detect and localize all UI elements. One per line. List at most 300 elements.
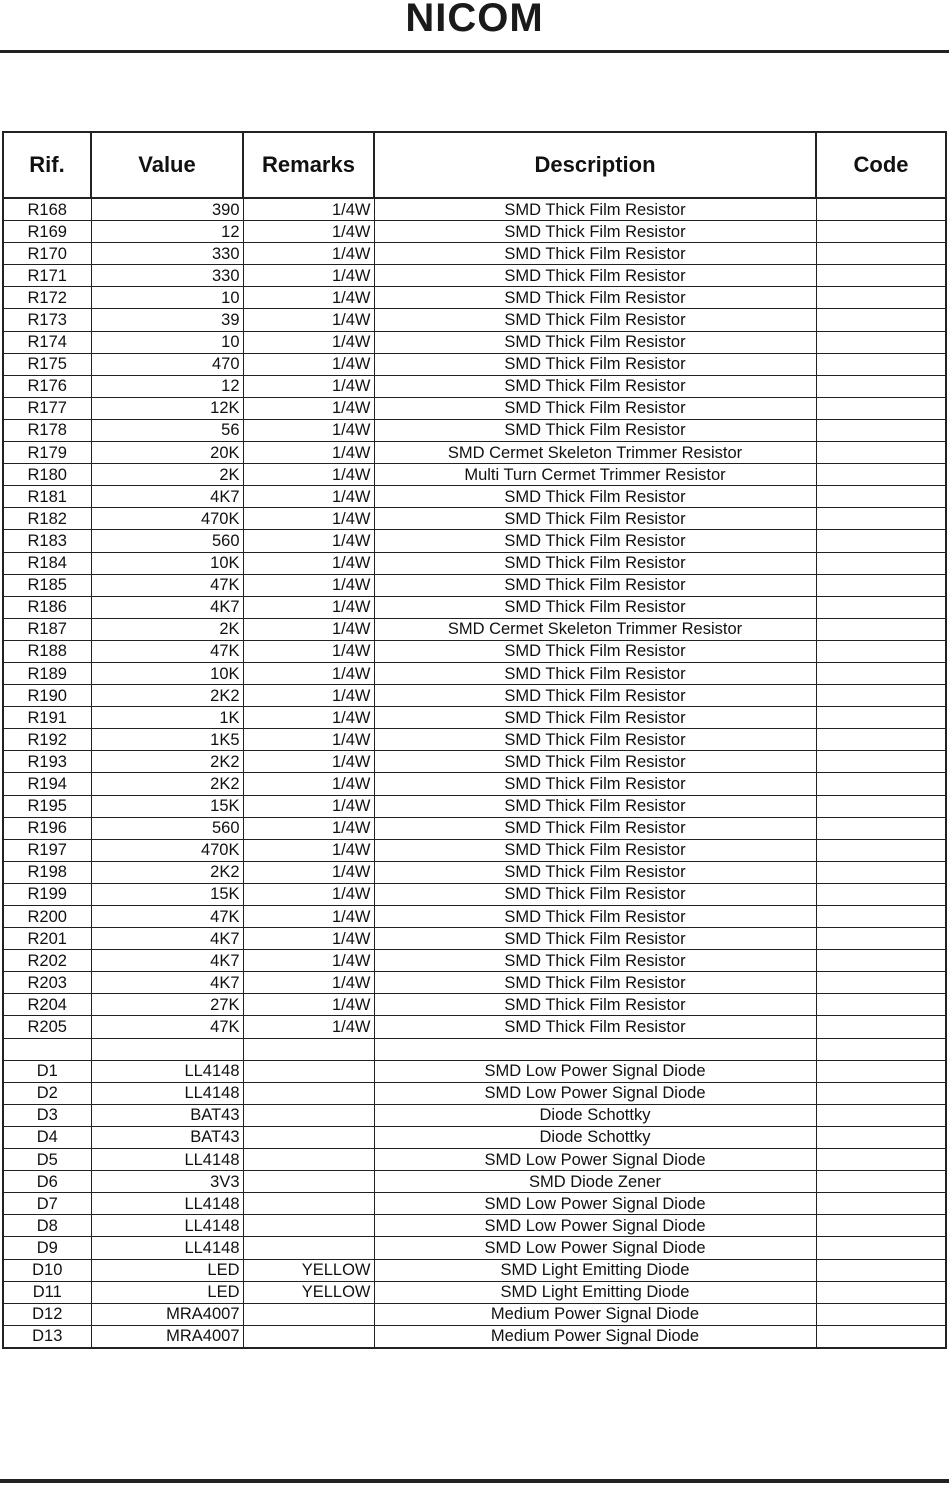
cell-value: BAT43 (91, 1126, 243, 1148)
cell-remarks (243, 1325, 374, 1348)
cell-value: 10K (91, 662, 243, 684)
cell-value (91, 1038, 243, 1060)
cell-description: SMD Thick Film Resistor (374, 508, 816, 530)
table-row (3, 994, 946, 1016)
cell-remarks: YELLOW (243, 1259, 374, 1281)
cell-description: SMD Thick Film Resistor (374, 795, 816, 817)
cell-description: SMD Low Power Signal Diode (374, 1082, 816, 1104)
column-header-value: Value (91, 132, 243, 198)
table-row (3, 1016, 946, 1038)
cell-remarks: 1/4W (243, 817, 374, 839)
cell-value: 2K (91, 464, 243, 486)
cell-value: 20K (91, 442, 243, 464)
cell-rif: D10 (3, 1259, 91, 1281)
cell-description: SMD Thick Film Resistor (374, 419, 816, 441)
column-header-remarks: Remarks (243, 132, 374, 198)
cell-code (816, 265, 946, 287)
cell-rif: D9 (3, 1237, 91, 1259)
cell-remarks: 1/4W (243, 331, 374, 353)
cell-remarks: 1/4W (243, 751, 374, 773)
cell-rif: R170 (3, 243, 91, 265)
cell-rif: D8 (3, 1215, 91, 1237)
cell-description: SMD Thick Film Resistor (374, 287, 816, 309)
cell-value: MRA4007 (91, 1303, 243, 1325)
cell-code (816, 1325, 946, 1348)
table-row (3, 1325, 946, 1348)
cell-description: SMD Thick Film Resistor (374, 640, 816, 662)
cell-value: MRA4007 (91, 1325, 243, 1348)
cell-value: 470K (91, 508, 243, 530)
cell-rif: R192 (3, 729, 91, 751)
cell-description: SMD Thick Film Resistor (374, 265, 816, 287)
cell-rif: R182 (3, 508, 91, 530)
cell-description: SMD Thick Film Resistor (374, 861, 816, 883)
cell-value: LL4148 (91, 1060, 243, 1082)
cell-remarks: 1/4W (243, 464, 374, 486)
table-row (3, 906, 946, 928)
table-header-row (3, 132, 946, 198)
cell-value: 10 (91, 331, 243, 353)
cell-remarks: 1/4W (243, 530, 374, 552)
cell-remarks: 1/4W (243, 685, 374, 707)
table-row (3, 928, 946, 950)
table-row (3, 221, 946, 243)
cell-description: SMD Thick Film Resistor (374, 375, 816, 397)
table-row (3, 243, 946, 265)
cell-code (816, 1038, 946, 1060)
cell-description: SMD Thick Film Resistor (374, 751, 816, 773)
cell-rif: D11 (3, 1281, 91, 1303)
cell-code (816, 729, 946, 751)
cell-value: 4K7 (91, 950, 243, 972)
cell-value: 2K2 (91, 773, 243, 795)
table-row (3, 486, 946, 508)
cell-code (816, 1104, 946, 1126)
table-row (3, 1237, 946, 1259)
cell-remarks: 1/4W (243, 972, 374, 994)
cell-rif: R168 (3, 198, 91, 221)
table-row (3, 883, 946, 905)
header-rule (0, 50, 949, 53)
cell-remarks: 1/4W (243, 994, 374, 1016)
table-row (3, 1171, 946, 1193)
cell-description: SMD Thick Film Resistor (374, 221, 816, 243)
table-row (3, 353, 946, 375)
table-row (3, 198, 946, 221)
cell-value: 39 (91, 309, 243, 331)
cell-code (816, 1193, 946, 1215)
table-row (3, 707, 946, 729)
cell-rif: R197 (3, 839, 91, 861)
table-row (3, 309, 946, 331)
cell-rif: R184 (3, 552, 91, 574)
cell-value: 1K5 (91, 729, 243, 751)
cell-code (816, 198, 946, 221)
cell-remarks: 1/4W (243, 198, 374, 221)
cell-remarks: 1/4W (243, 928, 374, 950)
cell-description: SMD Light Emitting Diode (374, 1259, 816, 1281)
cell-value: 47K (91, 640, 243, 662)
cell-description: SMD Low Power Signal Diode (374, 1149, 816, 1171)
cell-rif: D7 (3, 1193, 91, 1215)
cell-rif: R187 (3, 618, 91, 640)
cell-value: 470 (91, 353, 243, 375)
cell-code (816, 972, 946, 994)
cell-description: SMD Thick Film Resistor (374, 662, 816, 684)
table-row (3, 795, 946, 817)
cell-value: 47K (91, 1016, 243, 1038)
cell-code (816, 1149, 946, 1171)
cell-remarks: 1/4W (243, 1016, 374, 1038)
cell-value: 2K2 (91, 751, 243, 773)
page-title: NICOM (405, 0, 544, 40)
cell-value: 56 (91, 419, 243, 441)
cell-remarks (243, 1215, 374, 1237)
cell-code (816, 795, 946, 817)
cell-code (816, 1303, 946, 1325)
cell-value: LL4148 (91, 1193, 243, 1215)
column-header-description: Description (374, 132, 816, 198)
cell-code (816, 221, 946, 243)
cell-code (816, 397, 946, 419)
cell-remarks: 1/4W (243, 486, 374, 508)
cell-description: SMD Thick Film Resistor (374, 309, 816, 331)
cell-description: SMD Thick Film Resistor (374, 331, 816, 353)
cell-code (816, 685, 946, 707)
table-row (3, 618, 946, 640)
cell-value: 10K (91, 552, 243, 574)
cell-value: 47K (91, 574, 243, 596)
table-row (3, 972, 946, 994)
cell-description: Multi Turn Cermet Trimmer Resistor (374, 464, 816, 486)
cell-value: 15K (91, 795, 243, 817)
cell-remarks (243, 1060, 374, 1082)
table-row (3, 640, 946, 662)
cell-rif: R199 (3, 883, 91, 905)
table-row (3, 1259, 946, 1281)
cell-code (816, 353, 946, 375)
cell-value: BAT43 (91, 1104, 243, 1126)
cell-code (816, 486, 946, 508)
cell-description: SMD Thick Film Resistor (374, 198, 816, 221)
cell-rif: R177 (3, 397, 91, 419)
cell-code (816, 994, 946, 1016)
cell-rif: D12 (3, 1303, 91, 1325)
cell-description: SMD Low Power Signal Diode (374, 1237, 816, 1259)
cell-value: 12K (91, 397, 243, 419)
cell-rif: R175 (3, 353, 91, 375)
cell-code (816, 662, 946, 684)
cell-remarks: 1/4W (243, 287, 374, 309)
cell-description: SMD Thick Film Resistor (374, 397, 816, 419)
table-row (3, 685, 946, 707)
table-row (3, 1060, 946, 1082)
cell-rif: R171 (3, 265, 91, 287)
cell-rif: D13 (3, 1325, 91, 1348)
table-row (3, 1193, 946, 1215)
table-row (3, 751, 946, 773)
cell-code (816, 1126, 946, 1148)
cell-rif: R203 (3, 972, 91, 994)
cell-description: SMD Light Emitting Diode (374, 1281, 816, 1303)
cell-code (816, 950, 946, 972)
cell-remarks (243, 1237, 374, 1259)
cell-description: SMD Thick Film Resistor (374, 596, 816, 618)
cell-rif: R180 (3, 464, 91, 486)
cell-value: LL4148 (91, 1237, 243, 1259)
cell-value: 27K (91, 994, 243, 1016)
table-row (3, 287, 946, 309)
cell-value: 4K7 (91, 596, 243, 618)
cell-description: SMD Thick Film Resistor (374, 972, 816, 994)
table-row (3, 552, 946, 574)
cell-rif: R194 (3, 773, 91, 795)
cell-code (816, 442, 946, 464)
cell-description: Diode Schottky (374, 1104, 816, 1126)
table-row (3, 817, 946, 839)
table-row (3, 950, 946, 972)
table-row (3, 442, 946, 464)
cell-description (374, 1038, 816, 1060)
cell-value: 330 (91, 265, 243, 287)
table-row (3, 375, 946, 397)
table-row (3, 1281, 946, 1303)
cell-remarks: 1/4W (243, 906, 374, 928)
cell-code (816, 1215, 946, 1237)
cell-remarks: 1/4W (243, 243, 374, 265)
cell-rif: R205 (3, 1016, 91, 1038)
column-header-code: Code (816, 132, 946, 198)
cell-description: SMD Low Power Signal Diode (374, 1215, 816, 1237)
cell-remarks: YELLOW (243, 1281, 374, 1303)
cell-code (816, 928, 946, 950)
cell-remarks: 1/4W (243, 397, 374, 419)
cell-rif: R202 (3, 950, 91, 972)
table-row (3, 662, 946, 684)
table-row (3, 530, 946, 552)
cell-value: LL4148 (91, 1149, 243, 1171)
cell-remarks: 1/4W (243, 375, 374, 397)
cell-value: 2K2 (91, 861, 243, 883)
cell-rif: D2 (3, 1082, 91, 1104)
parts-table (2, 131, 947, 1349)
cell-rif: D4 (3, 1126, 91, 1148)
cell-code (816, 906, 946, 928)
cell-code (816, 1171, 946, 1193)
cell-code (816, 618, 946, 640)
cell-remarks (243, 1104, 374, 1126)
cell-remarks: 1/4W (243, 596, 374, 618)
cell-remarks: 1/4W (243, 618, 374, 640)
cell-rif: R172 (3, 287, 91, 309)
cell-remarks (243, 1193, 374, 1215)
cell-remarks: 1/4W (243, 265, 374, 287)
table-row (3, 1082, 946, 1104)
cell-code (816, 1281, 946, 1303)
cell-rif: R176 (3, 375, 91, 397)
cell-value: 4K7 (91, 972, 243, 994)
cell-remarks: 1/4W (243, 729, 374, 751)
cell-value: 3V3 (91, 1171, 243, 1193)
cell-remarks: 1/4W (243, 773, 374, 795)
table-row (3, 773, 946, 795)
cell-rif: D5 (3, 1149, 91, 1171)
cell-description: SMD Thick Film Resistor (374, 906, 816, 928)
cell-remarks: 1/4W (243, 552, 374, 574)
cell-remarks: 1/4W (243, 640, 374, 662)
cell-value: 12 (91, 375, 243, 397)
cell-value: 10 (91, 287, 243, 309)
cell-description: SMD Diode Zener (374, 1171, 816, 1193)
cell-description: SMD Thick Film Resistor (374, 552, 816, 574)
cell-description: SMD Thick Film Resistor (374, 530, 816, 552)
cell-value: 4K7 (91, 486, 243, 508)
cell-rif: R181 (3, 486, 91, 508)
cell-rif: R191 (3, 707, 91, 729)
cell-remarks: 1/4W (243, 353, 374, 375)
cell-code (816, 508, 946, 530)
cell-value: 2K (91, 618, 243, 640)
cell-remarks: 1/4W (243, 574, 374, 596)
cell-description: SMD Thick Film Resistor (374, 486, 816, 508)
cell-rif: R178 (3, 419, 91, 441)
cell-description: SMD Thick Film Resistor (374, 1016, 816, 1038)
cell-remarks (243, 1171, 374, 1193)
cell-rif: R201 (3, 928, 91, 950)
cell-rif: R190 (3, 685, 91, 707)
cell-rif: D1 (3, 1060, 91, 1082)
cell-description: SMD Thick Film Resistor (374, 928, 816, 950)
cell-description: SMD Thick Film Resistor (374, 773, 816, 795)
cell-remarks: 1/4W (243, 950, 374, 972)
table-row (3, 1126, 946, 1148)
cell-value: 15K (91, 883, 243, 905)
cell-description: SMD Thick Film Resistor (374, 707, 816, 729)
cell-remarks: 1/4W (243, 508, 374, 530)
cell-value: 4K7 (91, 928, 243, 950)
table-row (3, 1149, 946, 1171)
cell-description: SMD Thick Film Resistor (374, 817, 816, 839)
cell-code (816, 309, 946, 331)
cell-code (816, 707, 946, 729)
cell-remarks: 1/4W (243, 309, 374, 331)
cell-remarks (243, 1149, 374, 1171)
cell-rif: R196 (3, 817, 91, 839)
cell-code (816, 243, 946, 265)
cell-description: Medium Power Signal Diode (374, 1303, 816, 1325)
cell-code (816, 552, 946, 574)
cell-code (816, 331, 946, 353)
cell-value: LED (91, 1259, 243, 1281)
cell-remarks: 1/4W (243, 419, 374, 441)
cell-value: 47K (91, 906, 243, 928)
table-row (3, 596, 946, 618)
cell-value: 2K2 (91, 685, 243, 707)
cell-remarks: 1/4W (243, 662, 374, 684)
cell-value: LL4148 (91, 1215, 243, 1237)
cell-rif: R179 (3, 442, 91, 464)
table-row (3, 397, 946, 419)
table-row (3, 861, 946, 883)
cell-code (816, 375, 946, 397)
cell-code (816, 530, 946, 552)
cell-description: SMD Thick Film Resistor (374, 994, 816, 1016)
table-row (3, 1038, 946, 1060)
cell-code (816, 883, 946, 905)
cell-rif (3, 1038, 91, 1060)
cell-rif: R183 (3, 530, 91, 552)
cell-description: SMD Low Power Signal Diode (374, 1193, 816, 1215)
cell-description: SMD Thick Film Resistor (374, 574, 816, 596)
table-row (3, 265, 946, 287)
cell-remarks: 1/4W (243, 795, 374, 817)
cell-value: 12 (91, 221, 243, 243)
cell-code (816, 839, 946, 861)
cell-rif: R173 (3, 309, 91, 331)
cell-value: 1K (91, 707, 243, 729)
table-row (3, 331, 946, 353)
cell-description: SMD Thick Film Resistor (374, 950, 816, 972)
cell-code (816, 751, 946, 773)
cell-rif: R169 (3, 221, 91, 243)
cell-remarks (243, 1126, 374, 1148)
cell-rif: D6 (3, 1171, 91, 1193)
cell-remarks: 1/4W (243, 707, 374, 729)
cell-description: SMD Thick Film Resistor (374, 353, 816, 375)
column-header-rif: Rif. (3, 132, 91, 198)
cell-description: SMD Thick Film Resistor (374, 883, 816, 905)
cell-rif: R204 (3, 994, 91, 1016)
cell-rif: R185 (3, 574, 91, 596)
cell-description: SMD Thick Film Resistor (374, 839, 816, 861)
cell-value: 470K (91, 839, 243, 861)
cell-value: 560 (91, 817, 243, 839)
table-row (3, 839, 946, 861)
cell-description: SMD Thick Film Resistor (374, 685, 816, 707)
cell-code (816, 1016, 946, 1038)
cell-remarks: 1/4W (243, 442, 374, 464)
cell-description: SMD Thick Film Resistor (374, 729, 816, 751)
cell-rif: R186 (3, 596, 91, 618)
cell-remarks: 1/4W (243, 883, 374, 905)
cell-rif: R174 (3, 331, 91, 353)
cell-remarks: 1/4W (243, 839, 374, 861)
cell-rif: R198 (3, 861, 91, 883)
cell-description: SMD Cermet Skeleton Trimmer Resistor (374, 442, 816, 464)
cell-code (816, 817, 946, 839)
cell-remarks: 1/4W (243, 861, 374, 883)
cell-remarks: 1/4W (243, 221, 374, 243)
cell-description: Medium Power Signal Diode (374, 1325, 816, 1348)
cell-rif: R189 (3, 662, 91, 684)
cell-rif: D3 (3, 1104, 91, 1126)
cell-remarks (243, 1038, 374, 1060)
table-row (3, 1303, 946, 1325)
cell-description: SMD Cermet Skeleton Trimmer Resistor (374, 618, 816, 640)
table-row (3, 1215, 946, 1237)
cell-code (816, 1259, 946, 1281)
cell-code (816, 640, 946, 662)
cell-code (816, 1082, 946, 1104)
cell-description: SMD Low Power Signal Diode (374, 1060, 816, 1082)
cell-value: LL4148 (91, 1082, 243, 1104)
cell-remarks (243, 1082, 374, 1104)
cell-code (816, 419, 946, 441)
cell-code (816, 861, 946, 883)
cell-code (816, 464, 946, 486)
table-row (3, 574, 946, 596)
cell-rif: R193 (3, 751, 91, 773)
